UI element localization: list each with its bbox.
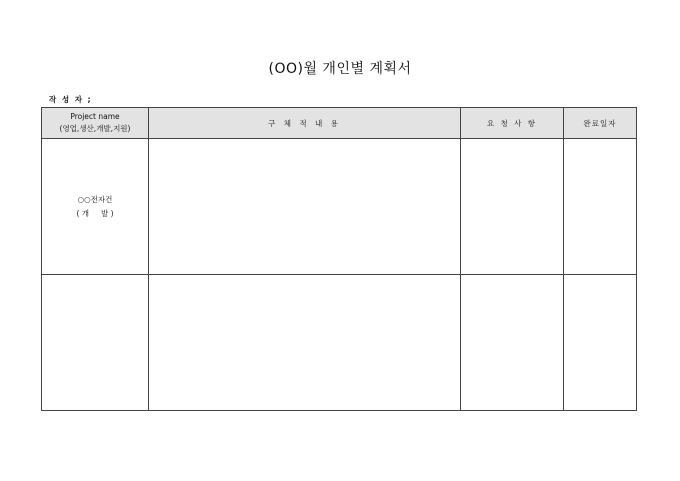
header-details: 구 체 적 내 용 <box>149 108 461 139</box>
requests-cell[interactable] <box>461 275 564 411</box>
project-cell[interactable] <box>42 275 149 411</box>
document-title: (OO)월 개인별 계획서 <box>268 61 412 77</box>
completion-date-cell[interactable] <box>564 275 637 411</box>
header-project-name-line2: (영업,생산,개발,지원) <box>59 124 131 133</box>
header-project-name <box>42 108 149 139</box>
project-name-text: ○○전자건 <box>77 194 113 204</box>
plan-table <box>41 107 637 411</box>
header-project-name-line1: Project name <box>70 112 120 121</box>
details-cell[interactable] <box>149 139 461 275</box>
details-cell[interactable] <box>149 275 461 411</box>
project-cell <box>42 139 149 275</box>
table-header-row <box>42 108 637 139</box>
author-label: 작 성 자 ; <box>49 95 93 104</box>
header-requests: 요 청 사 항 <box>461 108 564 139</box>
table-row <box>42 275 637 411</box>
requests-cell[interactable] <box>461 139 564 275</box>
completion-date-cell[interactable] <box>564 139 637 275</box>
header-completion-date: 완료일자 <box>564 108 637 139</box>
table-row <box>42 139 637 275</box>
project-category-text: ( 개 발 ) <box>76 208 114 218</box>
